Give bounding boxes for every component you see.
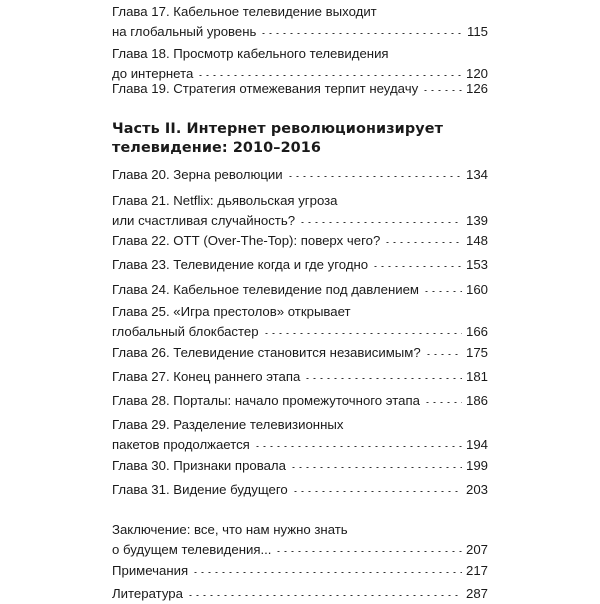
toc-entry-line bbox=[112, 22, 488, 42]
toc-entry-text: Глава 19. Стратегия отмежевания терпит неудачу bbox=[112, 81, 419, 96]
toc-entry-text: Глава 26. Телевидение становится независимым? bbox=[112, 345, 421, 360]
toc-entry-line bbox=[112, 79, 488, 99]
toc-entry-text: Глава 30. Признаки провала bbox=[112, 458, 286, 473]
toc-page-number: 166 bbox=[465, 324, 488, 339]
dot-leader bbox=[292, 491, 462, 492]
toc-entry-line bbox=[112, 343, 488, 363]
toc-entry bbox=[112, 584, 488, 604]
toc-page-number: 181 bbox=[465, 369, 488, 384]
toc-entry bbox=[112, 456, 488, 476]
dot-leader bbox=[425, 354, 462, 355]
toc-page-number: 134 bbox=[465, 167, 488, 182]
toc-entry-text: на глобальный уровень bbox=[112, 24, 257, 39]
toc-page-number: 139 bbox=[465, 213, 488, 228]
toc-entry bbox=[112, 280, 488, 300]
toc-entry-text: Литература bbox=[112, 586, 183, 601]
dot-leader bbox=[384, 242, 462, 243]
toc-page-number: 287 bbox=[465, 586, 488, 601]
toc-entry-text: Глава 17. Кабельное телевидение выходит bbox=[112, 4, 377, 19]
toc-page-number: 199 bbox=[465, 458, 488, 473]
toc-entry-line bbox=[112, 540, 488, 560]
dot-leader bbox=[275, 551, 462, 552]
dot-leader bbox=[187, 595, 462, 596]
toc-entry-text: Глава 27. Конец раннего этапа bbox=[112, 369, 301, 384]
dot-leader bbox=[197, 75, 462, 76]
toc-entry-line bbox=[112, 391, 488, 411]
toc-entry-line bbox=[112, 322, 488, 342]
toc-entry bbox=[112, 191, 488, 231]
part-heading-line-2: телевидение: 2010–2016 bbox=[112, 140, 322, 156]
toc-entry-line bbox=[112, 255, 488, 275]
toc-page-number: 126 bbox=[465, 81, 488, 96]
toc-entry-text: Глава 29. Разделение телевизионных bbox=[112, 417, 344, 432]
toc-entry-text: до интернета bbox=[112, 66, 194, 81]
toc-page-number: 175 bbox=[465, 345, 488, 360]
toc-entry bbox=[112, 520, 488, 560]
toc-entry bbox=[112, 480, 488, 500]
toc-entry-text: Глава 25. «Игра престолов» открывает bbox=[112, 304, 351, 319]
dot-leader bbox=[304, 378, 462, 379]
toc-entry-text: Примечания bbox=[112, 563, 189, 578]
toc-page-number: 207 bbox=[465, 542, 488, 557]
toc-entry-line bbox=[112, 2, 488, 22]
toc-entry-text: Заключение: все, что нам нужно знать bbox=[112, 522, 348, 537]
toc-entry-text: или счастливая случайность? bbox=[112, 213, 296, 228]
toc-entry bbox=[112, 79, 488, 99]
toc-entry-line bbox=[112, 435, 488, 455]
toc-page-number: 153 bbox=[465, 257, 488, 272]
toc-page-number: 160 bbox=[465, 282, 488, 297]
toc-entry-text: Глава 20. Зерна революции bbox=[112, 167, 283, 182]
toc-entry bbox=[112, 44, 488, 84]
part-heading-line-1: Часть II. Интернет революционизирует bbox=[112, 121, 444, 137]
toc-entry-line bbox=[112, 165, 488, 185]
toc-entry-text: Глава 28. Порталы: начало промежуточного этапа bbox=[112, 393, 420, 408]
toc-entry-line bbox=[112, 367, 488, 387]
toc-entry bbox=[112, 2, 488, 42]
dot-leader bbox=[423, 291, 462, 292]
toc-entry-line bbox=[112, 191, 488, 211]
toc-entry bbox=[112, 415, 488, 455]
toc-entry bbox=[112, 343, 488, 363]
toc-entry-line bbox=[112, 280, 488, 300]
toc-page-number: 115 bbox=[466, 24, 488, 39]
dot-leader bbox=[290, 467, 462, 468]
toc-entry bbox=[112, 302, 488, 342]
toc-entry-text: Глава 24. Кабельное телевидение под давлением bbox=[112, 282, 419, 297]
toc-entry-line bbox=[112, 211, 488, 231]
toc-entry-line bbox=[112, 520, 488, 540]
toc-entry bbox=[112, 255, 488, 275]
toc-entry bbox=[112, 391, 488, 411]
dot-leader bbox=[192, 572, 462, 573]
part-heading bbox=[112, 120, 488, 158]
toc-entry bbox=[112, 367, 488, 387]
toc-entry-text: Глава 22. ОТТ (Over-The-Top): поверх чего? bbox=[112, 233, 381, 248]
dot-leader bbox=[287, 176, 462, 177]
toc-entry-line bbox=[112, 561, 488, 581]
toc-entry-line bbox=[112, 302, 488, 322]
toc-entry-line bbox=[112, 231, 488, 251]
toc-entry-text: глобальный блокбастер bbox=[112, 324, 259, 339]
dot-leader bbox=[263, 333, 462, 334]
toc-page-number: 217 bbox=[465, 563, 488, 578]
toc-page-number: 186 bbox=[465, 393, 488, 408]
toc-entry bbox=[112, 561, 488, 581]
toc-entry-text: о будущем телевидения... bbox=[112, 542, 272, 557]
toc-entry-line bbox=[112, 44, 488, 64]
toc-entry-line bbox=[112, 415, 488, 435]
toc-entry-text: Глава 18. Просмотр кабельного телевидения bbox=[112, 46, 389, 61]
dot-leader bbox=[299, 222, 462, 223]
dot-leader bbox=[422, 90, 462, 91]
toc-page-number: 194 bbox=[465, 437, 488, 452]
toc-entry bbox=[112, 165, 488, 185]
toc-entry-text: пакетов продолжается bbox=[112, 437, 250, 452]
toc-entry-text: Глава 21. Netflix: дьявольская угроза bbox=[112, 193, 338, 208]
dot-leader bbox=[254, 446, 462, 447]
dot-leader bbox=[424, 402, 462, 403]
toc-entry-line bbox=[112, 584, 488, 604]
toc-entry-line bbox=[112, 456, 488, 476]
toc-page-number: 120 bbox=[465, 66, 488, 81]
toc-entry-text: Глава 31. Видение будущего bbox=[112, 482, 288, 497]
dot-leader bbox=[372, 266, 462, 267]
toc-entry-text: Глава 23. Телевидение когда и где угодно bbox=[112, 257, 369, 272]
toc-entry-line bbox=[112, 480, 488, 500]
toc-page-number: 148 bbox=[465, 233, 488, 248]
toc-entry bbox=[112, 231, 488, 251]
dot-leader bbox=[260, 33, 463, 34]
toc-page-number: 203 bbox=[465, 482, 488, 497]
